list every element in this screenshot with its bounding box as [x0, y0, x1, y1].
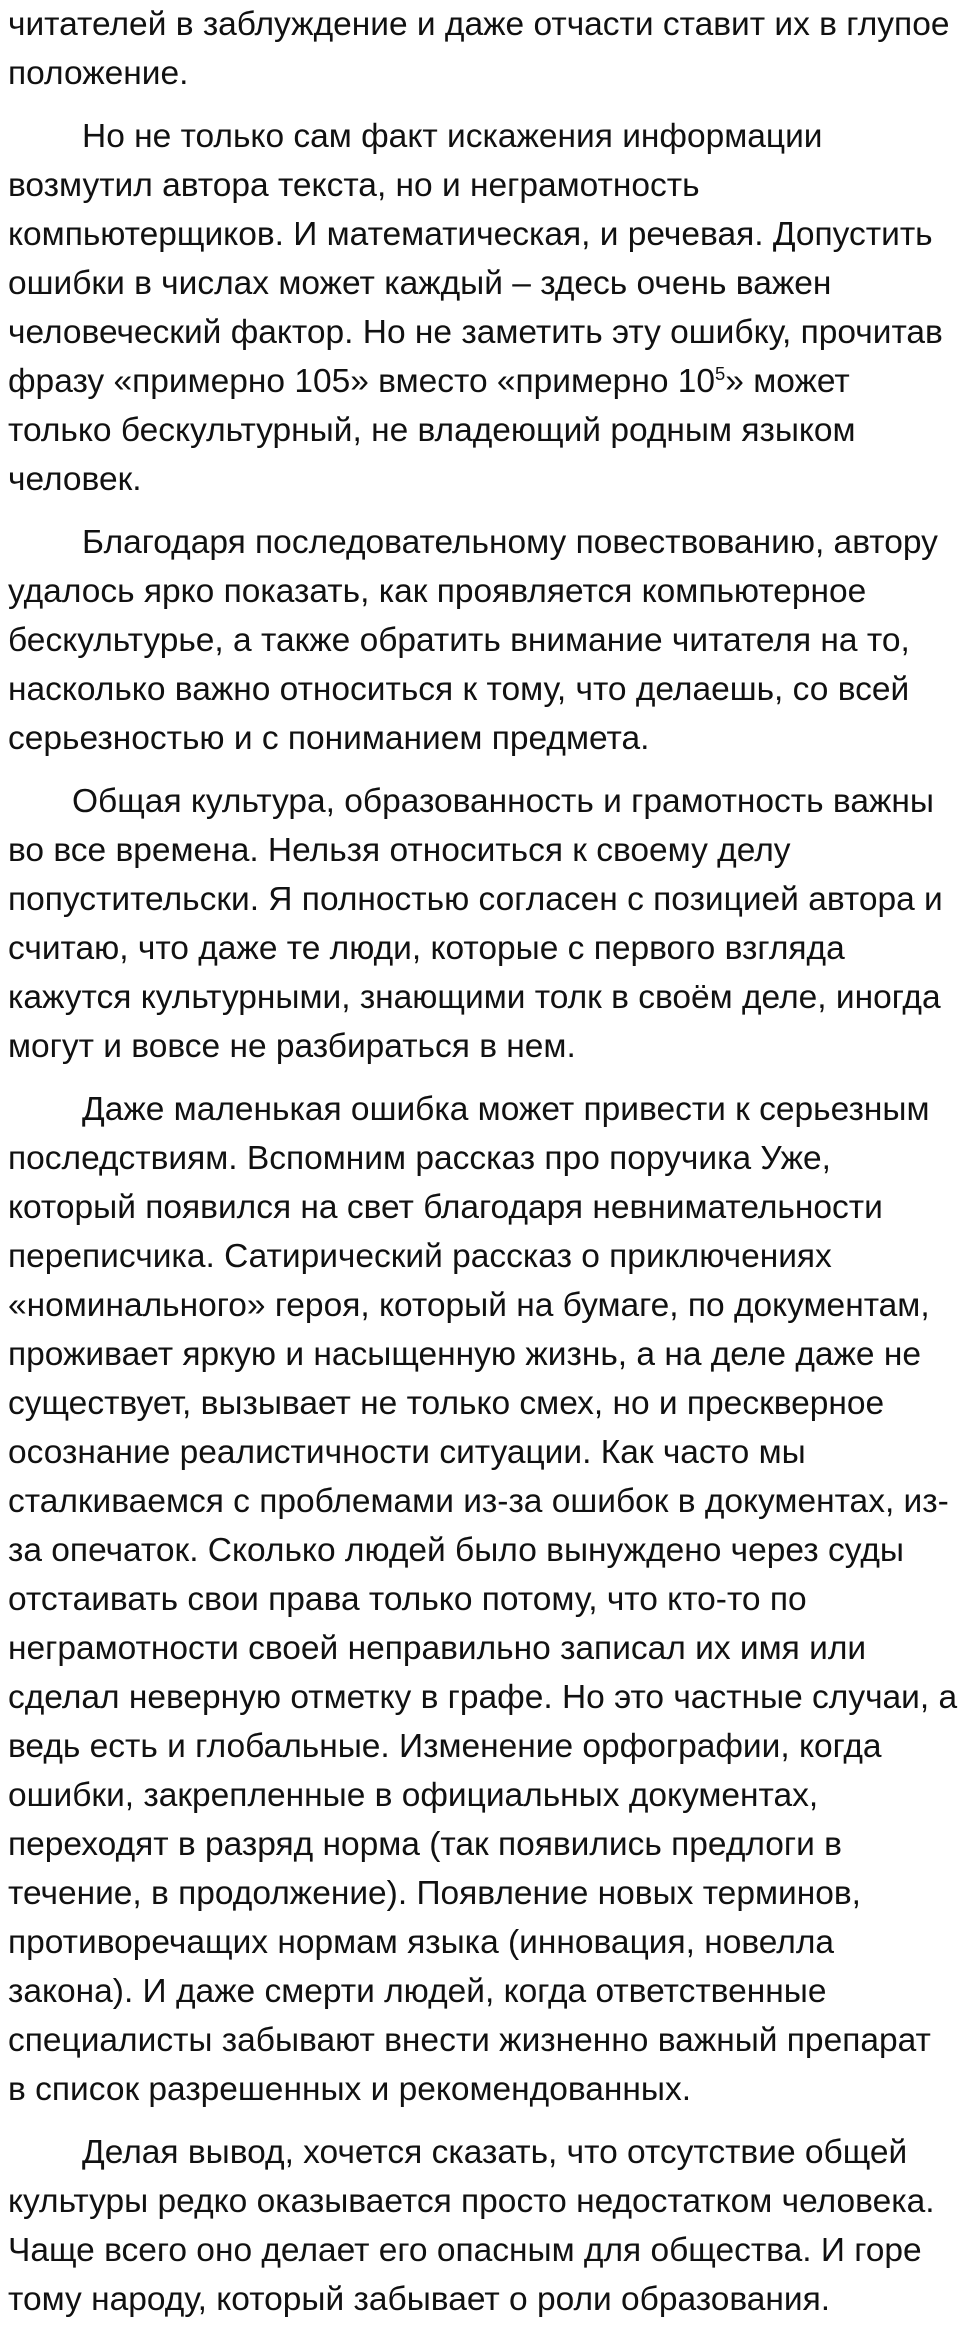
text-line: неграмотности своей неправильно записал их имя или: [8, 1630, 867, 1667]
text-line: последствиям. Вспомним рассказ про поручика Уже,: [8, 1140, 831, 1177]
text-line: могут и вовсе не разбираться в нем.: [8, 1028, 576, 1065]
text-line: удалось ярко показать, как проявляется компьютерное: [8, 573, 867, 610]
paragraph: [8, 2128, 950, 2324]
text-line: «номинального» героя, который на бумаге, по документам,: [8, 1287, 930, 1324]
paragraph: [8, 1085, 958, 2114]
text-line: человек.: [8, 461, 142, 498]
text-line: тому народу, который забывает о роли образования.: [8, 2281, 831, 2318]
paragraph: [8, 518, 950, 763]
text-line: культуры редко оказывается просто недостатком человека.: [8, 2183, 935, 2220]
text-line: Делая вывод, хочется сказать, что отсутствие общей: [82, 2134, 908, 2171]
text-line: попустительски. Я полностью согласен с позицией автора и: [8, 881, 943, 918]
text-line: течение, в продолжение). Появление новых терминов,: [8, 1875, 861, 1912]
text-line: переходят в разряд норма (так появились предлоги в: [8, 1826, 842, 1863]
text-line: Даже маленькая ошибка может привести к серьезным: [82, 1091, 930, 1128]
text-segment: фразу «примерно 105» вместо «примерно 10: [8, 363, 716, 400]
text-line: существует, вызывает не только смех, но и прескверное: [8, 1385, 885, 1422]
text-line: переписчика. Сатирический рассказ о приключениях: [8, 1238, 832, 1275]
text-line: ошибки в числах может каждый – здесь очень важен: [8, 265, 832, 302]
text-line: считаю, что даже те люди, которые с первого взгляда: [8, 930, 845, 967]
text-line: сделал неверную отметку в графе. Но это частные случаи, а: [8, 1679, 958, 1716]
text-line: Благодаря последовательному повествованию, автору: [82, 524, 938, 561]
text-line: читателей в заблуждение и даже отчасти ставит их в глупое: [8, 6, 950, 43]
superscript: 5: [715, 362, 726, 384]
paragraph: [8, 777, 950, 1071]
text-line: проживает яркую и насыщенную жизнь, а на деле даже не: [8, 1336, 921, 1373]
text-line: бескультурье, а также обратить внимание читателя на то,: [8, 622, 910, 659]
text-line: противоречащих нормам языка (инновация, новелла: [8, 1924, 835, 1961]
text-line: возмутил автора текста, но и неграмотность: [8, 167, 700, 204]
paragraph: [8, 0, 950, 98]
text-line: в список разрешенных и рекомендованных.: [8, 2071, 692, 2108]
text-line: Но не только сам факт искажения информации: [82, 118, 823, 155]
text-line: человеческий фактор. Но не заметить эту ошибку, прочитав: [8, 314, 943, 351]
text-line: положение.: [8, 55, 189, 92]
text-line: Чаще всего оно делает его опасным для общества. И горе: [8, 2232, 922, 2269]
text-line: кажутся культурными, знающими толк в своём деле, иногда: [8, 979, 941, 1016]
text-segment: » может: [725, 363, 850, 400]
text-line: отстаивать свои права только потому, что кто-то по: [8, 1581, 807, 1618]
text-line: компьютерщиков. И математическая, и речевая. Допустить: [8, 216, 933, 253]
text-line: во все времена. Нельзя относиться к своему делу: [8, 832, 791, 869]
text-line: специалисты забывают внести жизненно важный препарат: [8, 2022, 931, 2059]
text-line: сталкиваемся с проблемами из-за ошибок в документах, из-: [8, 1483, 949, 1520]
paragraph: [8, 112, 950, 504]
text-line: осознание реалистичности ситуации. Как часто мы: [8, 1434, 806, 1471]
text-line: за опечаток. Сколько людей было вынуждено через суды: [8, 1532, 904, 1569]
text-line: Общая культура, образованность и грамотность важны: [72, 783, 934, 820]
text-line: серьезностью и с пониманием предмета.: [8, 720, 650, 757]
text-line: только бескультурный, не владеющий родным языком: [8, 412, 856, 449]
text-line: ведь есть и глобальные. Изменение орфографии, когда: [8, 1728, 882, 1765]
text-line: который появился на свет благодаря невнимательности: [8, 1189, 883, 1226]
text-line: насколько важно относиться к тому, что делаешь, со всей: [8, 671, 910, 708]
text-line: закона). И даже смерти людей, когда ответственные: [8, 1973, 827, 2010]
text-line-with-superscript: [8, 357, 950, 406]
text-line: ошибки, закрепленные в официальных документах,: [8, 1777, 819, 1814]
